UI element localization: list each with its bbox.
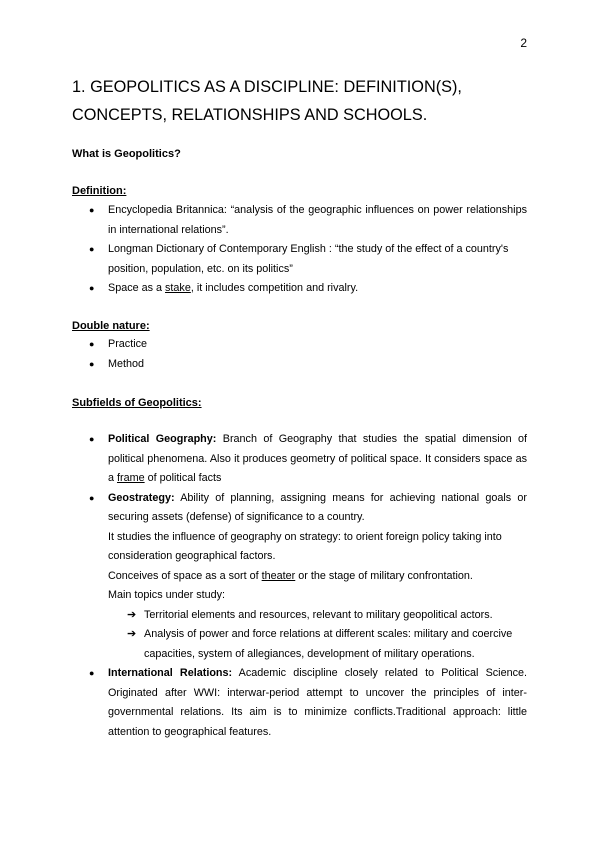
definition-britannica: Encyclopedia Britannica: “analysis of the geographic influences on power relationships in international relations”. bbox=[108, 204, 527, 236]
geostrategy-topic-text: Territorial elements and resources, relevant to military geopolitical actors. bbox=[144, 608, 493, 621]
geostrategy-para-2 bbox=[89, 567, 527, 587]
international-relations-term: International Relations: bbox=[108, 667, 233, 679]
list-item bbox=[89, 279, 527, 299]
stake-text-pre: Space as a bbox=[108, 282, 166, 294]
geostrategy-topic-text: Analysis of power and force relations at different scales: military and coercive capacities, system of allegiances, development of military operations. bbox=[144, 628, 513, 660]
definition-list bbox=[89, 201, 527, 299]
subfields-list bbox=[89, 430, 527, 742]
political-geography-text-end: of political facts bbox=[144, 472, 222, 484]
geostrategy-topic bbox=[89, 625, 527, 664]
bullet-icon: ● bbox=[89, 205, 95, 215]
double-nature-heading: Double nature: bbox=[72, 320, 150, 332]
bullet-icon: ● bbox=[89, 492, 95, 503]
double-nature-list bbox=[89, 335, 527, 374]
geostrategy-term: Geostrategy: bbox=[108, 491, 175, 504]
list-item bbox=[89, 240, 527, 279]
stake-text-post: , it includes competition and rivalry. bbox=[190, 282, 359, 294]
arrow-right-icon: ➔ bbox=[127, 628, 137, 640]
theater-text-post: or the stage of military confrontation. bbox=[295, 569, 473, 582]
political-geography-text: Branch of Geography that studies the spatial dimension of political phenomena. Also it produces geometry of political space. It considers space as a bbox=[108, 433, 527, 484]
list-item bbox=[89, 201, 527, 240]
theater-word: theater bbox=[261, 569, 296, 582]
theater-text-pre: Conceives of space as a sort of bbox=[108, 569, 262, 582]
international-relations-text: Academic discipline closely related to Political Science. Originated after WWI: interwar-period attempt to uncover the principles of inter-governmental relations. Its aim is to minimize conflicts.Traditional approach: little attention to geographical features. bbox=[108, 667, 527, 738]
bullet-icon: ● bbox=[89, 244, 95, 254]
double-nature-method: Method bbox=[108, 357, 145, 370]
geostrategy-para-3: Main topics under study: bbox=[108, 589, 226, 601]
frame-word: frame bbox=[117, 472, 145, 484]
definition-heading: Definition: bbox=[72, 185, 127, 197]
bullet-icon: ● bbox=[89, 668, 95, 678]
geostrategy-para-1: It studies the influence of geography on strategy: to orient foreign policy taking into consideration geographical factors. bbox=[108, 530, 502, 562]
geostrategy-topic bbox=[89, 606, 527, 626]
arrow-right-icon: ➔ bbox=[127, 608, 137, 621]
bullet-icon: ● bbox=[89, 434, 95, 444]
geostrategy-text: Ability of planning, assigning means for achieving national goals or securing assets (defense) of significance to a country. bbox=[108, 491, 527, 523]
list-item bbox=[89, 489, 527, 528]
list-item bbox=[89, 355, 527, 375]
page-title: 1. GEOPOLITICS AS A DISCIPLINE: DEFINITION(S), CONCEPTS, RELATIONSHIPS AND SCHOOLS. bbox=[72, 78, 462, 124]
double-nature-practice: Practice bbox=[108, 338, 148, 350]
page-number: 2 bbox=[520, 36, 527, 50]
question-heading: What is Geopolitics? bbox=[72, 148, 181, 160]
definition-longman: Longman Dictionary of Contemporary English : “the study of the effect of a country's position, population, etc. on its politics” bbox=[108, 243, 509, 275]
subfields-heading: Subfields of Geopolitics: bbox=[72, 397, 202, 409]
political-geography-term: Political Geography: bbox=[108, 433, 217, 445]
bullet-icon: ● bbox=[89, 283, 95, 293]
bullet-icon: ● bbox=[89, 358, 95, 369]
list-item bbox=[89, 664, 527, 742]
stake-word: stake bbox=[165, 282, 191, 294]
list-item bbox=[89, 430, 527, 489]
bullet-icon: ● bbox=[89, 339, 95, 349]
list-item bbox=[89, 335, 527, 355]
